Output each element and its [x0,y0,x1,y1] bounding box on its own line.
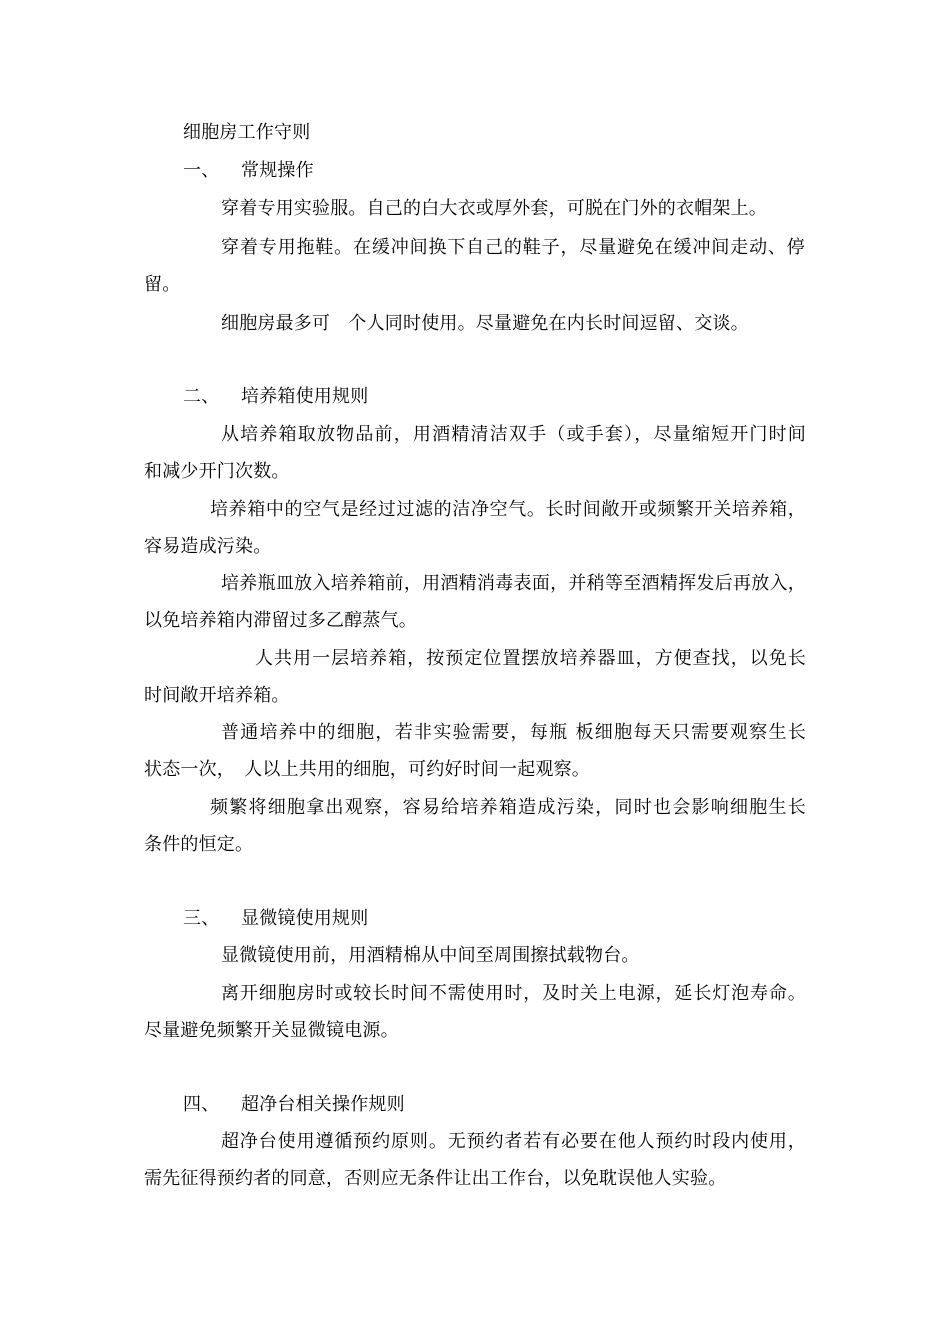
section-1-heading: 常规操作 [241,160,314,181]
paragraph-line: 条件的恒定。 [144,834,254,855]
section-2-heading: 培养箱使用规则 [241,386,369,407]
section-4-number: 四、 [183,1094,220,1115]
paragraph-line: 和减少开门次数。 [144,461,290,482]
paragraph-line: 需先征得预约者的同意，否则应无条件让出工作台，以免耽误他人实验。 [144,1168,727,1189]
paragraph-line: 状态一次， 人以上共用的细胞，可约好时间一起观察。 [144,759,590,780]
paragraph-line: 从培养箱取放物品前，用酒精清洁双手（或手套），尽量缩短开门时间 [221,424,806,445]
section-3-heading: 显微镜使用规则 [241,908,369,929]
paragraph-line: 时间敞开培养箱。 [144,685,290,706]
paragraph-line: 以免培养箱内滞留过多乙醇蒸气。 [144,610,417,631]
paragraph-line: 普通培养中的细胞，若非实验需要，每瓶 板细胞每天只需要观察生长 [221,722,806,743]
paragraph-line: 频繁将细胞拿出观察，容易给培养箱造成污染，同时也会影响细胞生长 [210,797,806,818]
paragraph-line: 培养箱中的空气是经过过滤的洁净空气。长时间敞开或频繁开关培养箱， [210,499,806,520]
paragraph-line: 显微镜使用前，用酒精棉从中间至周围擦拭载物台。 [221,945,640,966]
section-2-number: 二、 [183,386,220,407]
paragraph-line: 离开细胞房时或较长时间不需使用时，及时关上电源，延长灯泡寿命。 [221,983,806,1004]
paragraph-line: 容易造成污染。 [144,536,272,557]
paragraph-line: 留。 [144,274,181,295]
paragraph-line: 细胞房最多可 个人同时使用。尽量避免在内长时间逗留、交谈。 [221,313,749,334]
paragraph-line: 穿着专用拖鞋。在缓冲间换下自己的鞋子，尽量避免在缓冲间走动、停 [221,237,805,258]
paragraph-line: 培养瓶皿放入培养箱前，用酒精消毒表面，并稍等至酒精挥发后再放入， [221,573,806,594]
section-4-heading: 超净台相关操作规则 [241,1094,405,1115]
paragraph-line: 尽量避免频繁开关显微镜电源。 [144,1020,399,1041]
paragraph-line: 穿着专用实验服。自己的白大衣或厚外套，可脱在门外的衣帽架上。 [221,198,767,219]
document-title: 细胞房工作守则 [183,122,311,143]
section-3-number: 三、 [183,908,220,929]
paragraph-line: 人共用一层培养箱，按预定位置摆放培养器皿，方便查找，以免长 [255,648,806,669]
section-1-number: 一、 [183,160,220,181]
paragraph-line: 超净台使用遵循预约原则。无预约者若有必要在他人预约时段内使用， [221,1131,806,1152]
